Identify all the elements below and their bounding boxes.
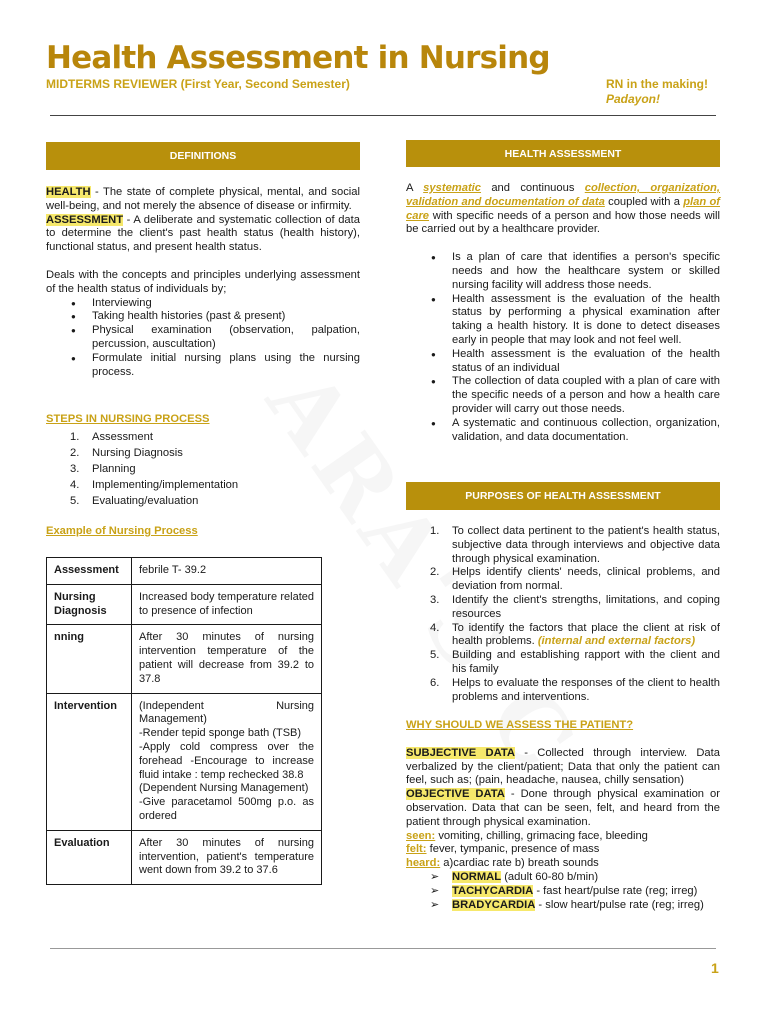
heard-line: heard: a)cardiac rate b) breath sounds [406,857,599,870]
subjective-data: SUBJECTIVE DATA - Collected through interview. Data verbalized by the client/patient; Data that only the patient can feel, such as; (pain, headache, nausea, chilly sensation) [406,746,720,787]
felt-line: felt: fever, tympanic, presence of mass [406,843,600,856]
list-item: ● The collection of data coupled with a plan of care with the specific needs of a person and how a health care provider will carry out those needs. [406,375,720,416]
purposes-banner: PURPOSES OF HEALTH ASSESSMENT [406,482,720,510]
table-row [47,625,322,693]
heart-rate-list [406,871,720,912]
steps-heading: STEPS IN NURSING PROCESS [46,413,210,425]
list-item: 3. Identify the client's strengths, limitations, and coping resources [430,593,720,620]
subjective-term: SUBJECTIVE DATA [406,746,515,759]
list-item: 3. Planning [70,462,136,475]
steps-list [46,429,360,509]
list-item: ➢ NORMAL (adult 60-80 b/min) [406,871,720,885]
definitions-section [46,186,360,379]
list-item: 1. Assessment [70,430,153,443]
health-assessment-banner: HEALTH ASSESSMENT [406,140,720,167]
table-key: nning [47,625,132,693]
list-item: ● Physical examination (observation, palpation, percussion, auscultation) [46,324,360,352]
table-value: febrile T- 39.2 [132,558,322,585]
list-item: 4. To identify the factors that place the client at risk of health problems. (internal and external factors) [430,621,720,648]
health-assessment-section [406,182,720,444]
list-item: ● Interviewing [46,297,360,311]
steps-section [46,413,360,509]
why-heading: WHY SHOULD WE ASSESS THE PATIENT? [406,719,634,731]
deals-text: Deals with the concepts and principles underlying assessment of the health status of individuals by; [46,268,360,295]
health-definition: HEALTH - The state of complete physical, mental, and social well-being, and not merely the absence of disease or infirmity. [46,186,360,212]
definitions-banner: DEFINITIONS [46,142,360,170]
health-assessment-definition: A systematic and continuous collection, organization, validation and documentation of data coupled with a plan of care with specific needs of a person and how those needs will be carried out by a healthcare provider. [406,182,721,236]
assessment-definition: ASSESSMENT - A deliberate and systematic collection of data to determine the client's past health status (health history), functional status, and present health status. [46,213,360,254]
page-subtitle: MIDTERMS REVIEWER (First Year, Second Semester) [46,77,350,91]
health-term: HEALTH [46,186,91,198]
list-item: 5. Building and establishing rapport with the client and his family [430,649,720,675]
seen-line: seen: vomiting, chilling, grimacing face, bleeding [406,829,648,842]
header-divider [50,115,716,116]
table-value: Increased body temperature related to presence of infection [132,584,322,625]
table-value: (Independent Nursing Management) -Render tepid sponge bath (TSB) -Apply cold compress over the forehead -Encourage to increase fluid intake : temp rechecked 38.8 (Dependent Nursing Management) -Give paracetamol 500mg p.o. as ordered [132,693,322,830]
tagline-line-1: RN in the making! [606,77,709,91]
list-item: ● Health assessment is the evaluation of the health status of an individual [406,348,720,376]
objective-data: OBJECTIVE DATA - Done through physical examination or observation. Data that can be seen, felt, and heard from the patient through physical examination. [406,788,720,828]
table-value: After 30 minutes of nursing intervention temperature of the patient will decrease from 39.2 to 37.8 [132,625,322,693]
list-item: ● Taking health histories (past & present) [46,310,360,324]
why-assess-section [406,719,720,912]
list-item: 5. Evaluating/evaluation [70,494,199,507]
nursing-process-table [46,557,322,885]
table-key: Assessment [47,558,132,585]
deals-list [46,297,360,380]
tagline [606,77,708,107]
table-key: Intervention [47,693,132,830]
list-item: ➢ TACHYCARDIA - fast heart/pulse rate (reg; irreg) [406,885,720,899]
table-value: After 30 minutes of nursing intervention, patient's temperature went down from 39.2 to 37.6 [132,830,322,884]
table-row [47,830,322,884]
example-heading: Example of Nursing Process [46,525,198,537]
table-key: Evaluation [47,830,132,884]
purposes-section [406,525,720,704]
table-row [47,558,322,585]
list-item: 1. To collect data pertinent to the patient's health status, subjective data through interviews and objective data through physical examination. [430,525,720,565]
example-heading-wrap [46,525,360,539]
table-key: Nursing Diagnosis [47,584,132,625]
assessment-term: ASSESSMENT [46,213,124,226]
table-row [47,693,322,830]
health-assessment-list [406,251,720,444]
tagline-line-2: Padayon! [606,92,661,106]
page-title: Health Assessment in Nursing [46,40,550,76]
table-row [47,584,322,625]
list-item: ● Formulate initial nursing plans using the nursing process. [46,352,360,380]
purposes-list [406,525,720,704]
footer-divider [50,948,716,949]
list-item: 4. Implementing/implementation [70,478,239,491]
list-item: ● Health assessment is the evaluation of the health status by performing a physical examination after taking a health history. It is done to detect diseases early in people that may look and not feel well. [406,293,720,348]
objective-term: OBJECTIVE DATA [406,788,505,801]
list-item: ● Is a plan of care that identifies a person's specific needs and how the healthcare system or skilled nursing facility will address those needs. [406,251,720,292]
list-item: 6. Helps to evaluate the responses of the client to health problems and interventions. [430,676,720,703]
page-number: 1 [711,960,719,976]
list-item: ➢ BRADYCARDIA - slow heart/pulse rate (reg; irreg) [406,899,720,913]
list-item: 2. Helps identify clients' needs, clinical problems, and deviation from normal. [430,566,720,593]
list-item: 2. Nursing Diagnosis [70,446,183,459]
list-item: ● A systematic and continuous collection, organization, validation, and data documentation. [406,417,720,445]
